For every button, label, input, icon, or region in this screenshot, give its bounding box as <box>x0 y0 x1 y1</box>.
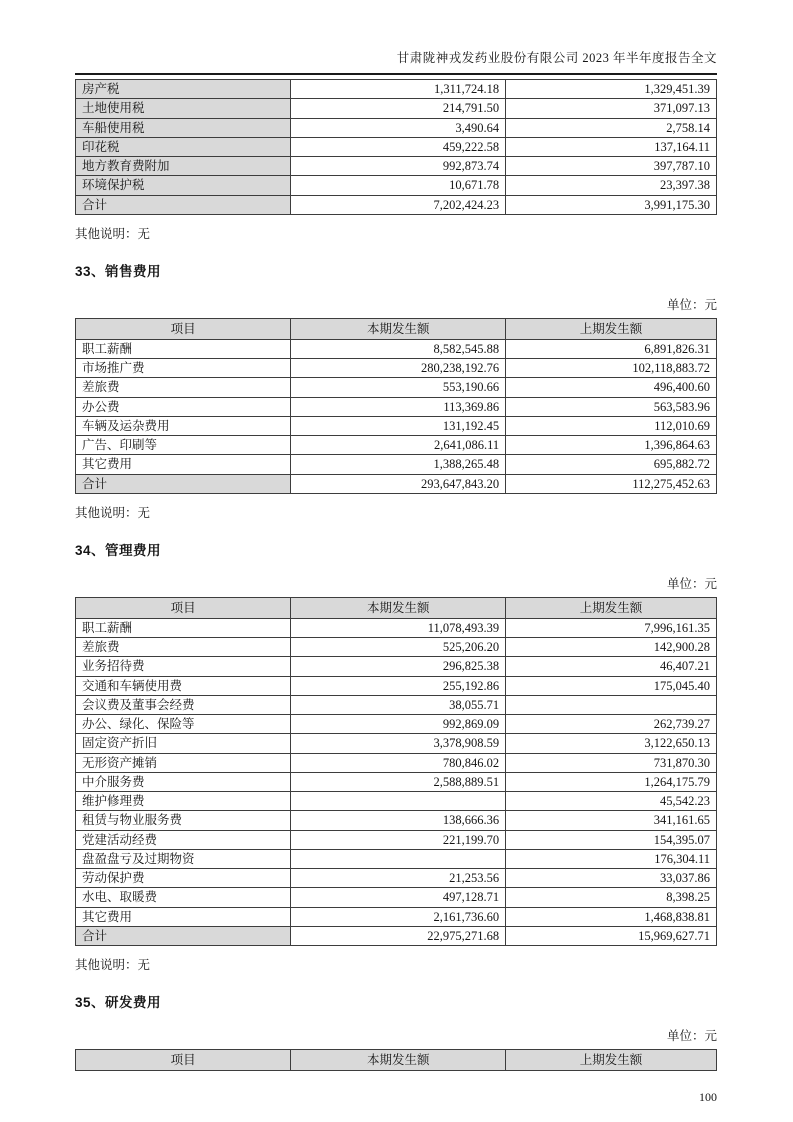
table-row <box>76 772 717 791</box>
prior-amount-cell: 154,395.07 <box>506 830 717 849</box>
table-row <box>76 734 717 753</box>
current-amount-cell: 21,253.56 <box>291 869 506 888</box>
prior-amount-cell: 341,161.65 <box>506 811 717 830</box>
other-note: 其他说明：无 <box>75 958 151 972</box>
taxes-table-body <box>76 80 717 215</box>
row-label-cell: 固定资产折旧 <box>76 734 291 753</box>
prior-amount-cell: 46,407.21 <box>506 657 717 676</box>
current-amount-cell: 992,869.09 <box>291 715 506 734</box>
section-heading-selling-expenses: 33、销售费用 <box>75 263 162 279</box>
prior-amount-cell: 1,264,175.79 <box>506 772 717 791</box>
row-label-cell: 市场推广费 <box>76 359 291 378</box>
table-row <box>76 455 717 474</box>
table-header-row <box>76 1050 717 1071</box>
current-amount-cell: 553,190.66 <box>291 378 506 397</box>
table-header-row <box>76 597 717 618</box>
table-row <box>76 695 717 714</box>
row-label-cell: 印花税 <box>76 137 291 156</box>
row-label-cell: 党建活动经费 <box>76 830 291 849</box>
table-row <box>76 888 717 907</box>
row-label-cell: 合计 <box>76 195 291 214</box>
column-header-prior: 上期发生额 <box>506 597 717 618</box>
row-label-cell: 维护修理费 <box>76 792 291 811</box>
table-row <box>76 792 717 811</box>
section-heading-admin-expenses: 34、管理费用 <box>75 542 162 558</box>
prior-amount-cell: 8,398.25 <box>506 888 717 907</box>
row-label-cell: 合计 <box>76 474 291 493</box>
table-row <box>76 137 717 156</box>
current-amount-cell: 221,199.70 <box>291 830 506 849</box>
table-row <box>76 118 717 137</box>
current-amount-cell: 2,588,889.51 <box>291 772 506 791</box>
column-header-current: 本期发生额 <box>291 1050 506 1071</box>
unit-label: 单位：元 <box>666 576 717 591</box>
prior-amount-cell: 371,097.13 <box>506 99 717 118</box>
row-label-cell: 车船使用税 <box>76 118 291 137</box>
current-amount-cell: 10,671.78 <box>291 176 506 195</box>
table-row <box>76 715 717 734</box>
row-label-cell: 合计 <box>76 926 291 945</box>
table-row <box>76 378 717 397</box>
current-amount-cell: 293,647,843.20 <box>291 474 506 493</box>
row-label-cell: 无形资产摊销 <box>76 753 291 772</box>
row-label-cell: 差旅费 <box>76 638 291 657</box>
table-row <box>76 869 717 888</box>
current-amount-cell: 497,128.71 <box>291 888 506 907</box>
admin-expenses-table <box>75 597 717 946</box>
row-label-cell: 业务招待费 <box>76 657 291 676</box>
current-amount-cell: 3,378,908.59 <box>291 734 506 753</box>
prior-amount-cell: 137,164.11 <box>506 137 717 156</box>
table-row <box>76 811 717 830</box>
prior-amount-cell: 731,870.30 <box>506 753 717 772</box>
prior-amount-cell: 563,583.96 <box>506 397 717 416</box>
prior-amount-cell: 142,900.28 <box>506 638 717 657</box>
table-total-row <box>76 474 717 493</box>
prior-amount-cell: 1,329,451.39 <box>506 80 717 99</box>
current-amount-cell: 214,791.50 <box>291 99 506 118</box>
column-header-item: 项目 <box>76 1050 291 1071</box>
table-row <box>76 907 717 926</box>
row-label-cell: 其它费用 <box>76 907 291 926</box>
row-label-cell: 盘盈盘亏及过期物资 <box>76 849 291 868</box>
column-header-current: 本期发生额 <box>291 597 506 618</box>
prior-amount-cell: 695,882.72 <box>506 455 717 474</box>
row-label-cell: 劳动保护费 <box>76 869 291 888</box>
row-label-cell: 交通和车辆使用费 <box>76 676 291 695</box>
table-row <box>76 657 717 676</box>
table-row <box>76 80 717 99</box>
row-label-cell: 职工薪酬 <box>76 339 291 358</box>
row-label-cell: 职工薪酬 <box>76 618 291 637</box>
column-header-prior: 上期发生额 <box>506 1050 717 1071</box>
prior-amount-cell: 1,396,864.63 <box>506 436 717 455</box>
other-note: 其他说明：无 <box>75 505 151 520</box>
table-total-row <box>76 926 717 945</box>
document-header-title: 甘肃陇神戎发药业股份有限公司 2023 年半年度报告全文 <box>75 50 717 75</box>
prior-amount-cell: 1,468,838.81 <box>506 907 717 926</box>
rd-expenses-table <box>75 1049 717 1071</box>
selling-expenses-table <box>75 318 717 494</box>
column-header-item: 项目 <box>76 597 291 618</box>
row-label-cell: 租赁与物业服务费 <box>76 811 291 830</box>
selling-expenses-table-body <box>76 339 717 493</box>
admin-expenses-table-body <box>76 618 717 945</box>
prior-amount-cell: 23,397.38 <box>506 176 717 195</box>
table-header-row <box>76 318 717 339</box>
table-row <box>76 676 717 695</box>
table-row <box>76 397 717 416</box>
table-row <box>76 339 717 358</box>
row-label-cell: 土地使用税 <box>76 99 291 118</box>
table-row <box>76 359 717 378</box>
row-label-cell: 车辆及运杂费用 <box>76 416 291 435</box>
prior-amount-cell: 496,400.60 <box>506 378 717 397</box>
current-amount-cell: 1,311,724.18 <box>291 80 506 99</box>
current-amount-cell: 7,202,424.23 <box>291 195 506 214</box>
row-label-cell: 差旅费 <box>76 378 291 397</box>
row-label-cell: 环境保护税 <box>76 176 291 195</box>
section-heading-rd-expenses: 35、研发费用 <box>75 995 162 1010</box>
current-amount-cell: 11,078,493.39 <box>291 618 506 637</box>
prior-amount-cell: 102,118,883.72 <box>506 359 717 378</box>
row-label-cell: 会议费及董事会经费 <box>76 695 291 714</box>
row-label-cell: 水电、取暖费 <box>76 888 291 907</box>
row-label-cell: 其它费用 <box>76 455 291 474</box>
prior-amount-cell: 112,275,452.63 <box>506 474 717 493</box>
current-amount-cell <box>291 849 506 868</box>
prior-amount-cell: 176,304.11 <box>506 849 717 868</box>
row-label-cell: 中介服务费 <box>76 772 291 791</box>
current-amount-cell: 255,192.86 <box>291 676 506 695</box>
prior-amount-cell: 45,542.23 <box>506 792 717 811</box>
current-amount-cell: 131,192.45 <box>291 416 506 435</box>
table-row <box>76 157 717 176</box>
table-row <box>76 638 717 657</box>
table-row <box>76 753 717 772</box>
prior-amount-cell <box>506 695 717 714</box>
current-amount-cell: 296,825.38 <box>291 657 506 676</box>
table-total-row <box>76 195 717 214</box>
current-amount-cell: 459,222.58 <box>291 137 506 156</box>
prior-amount-cell: 2,758.14 <box>506 118 717 137</box>
current-amount-cell: 38,055.71 <box>291 695 506 714</box>
column-header-item: 项目 <box>76 318 291 339</box>
row-label-cell: 广告、印刷等 <box>76 436 291 455</box>
current-amount-cell: 525,206.20 <box>291 638 506 657</box>
table-row <box>76 176 717 195</box>
current-amount-cell: 992,873.74 <box>291 157 506 176</box>
table-row <box>76 416 717 435</box>
table-row <box>76 830 717 849</box>
current-amount-cell: 1,388,265.48 <box>291 455 506 474</box>
page-number: 100 <box>699 1090 717 1104</box>
current-amount-cell: 2,161,736.60 <box>291 907 506 926</box>
row-label-cell: 地方教育费附加 <box>76 157 291 176</box>
prior-amount-cell: 175,045.40 <box>506 676 717 695</box>
current-amount-cell: 138,666.36 <box>291 811 506 830</box>
current-amount-cell: 3,490.64 <box>291 118 506 137</box>
current-amount-cell <box>291 792 506 811</box>
column-header-prior: 上期发生额 <box>506 318 717 339</box>
current-amount-cell: 22,975,271.68 <box>291 926 506 945</box>
prior-amount-cell: 6,891,826.31 <box>506 339 717 358</box>
other-note: 其他说明：无 <box>75 226 151 241</box>
table-row <box>76 99 717 118</box>
current-amount-cell: 2,641,086.11 <box>291 436 506 455</box>
table-row <box>76 849 717 868</box>
prior-amount-cell: 3,991,175.30 <box>506 195 717 214</box>
row-label-cell: 房产税 <box>76 80 291 99</box>
unit-label: 单位：元 <box>666 297 717 312</box>
column-header-current: 本期发生额 <box>291 318 506 339</box>
prior-amount-cell: 397,787.10 <box>506 157 717 176</box>
prior-amount-cell: 262,739.27 <box>506 715 717 734</box>
prior-amount-cell: 7,996,161.35 <box>506 618 717 637</box>
prior-amount-cell: 33,037.86 <box>506 869 717 888</box>
unit-label: 单位：元 <box>666 1029 717 1043</box>
prior-amount-cell: 15,969,627.71 <box>506 926 717 945</box>
current-amount-cell: 113,369.86 <box>291 397 506 416</box>
current-amount-cell: 780,846.02 <box>291 753 506 772</box>
row-label-cell: 办公费 <box>76 397 291 416</box>
prior-amount-cell: 3,122,650.13 <box>506 734 717 753</box>
taxes-table-continued <box>75 79 717 215</box>
current-amount-cell: 280,238,192.76 <box>291 359 506 378</box>
table-row <box>76 436 717 455</box>
table-row <box>76 618 717 637</box>
row-label-cell: 办公、绿化、保险等 <box>76 715 291 734</box>
current-amount-cell: 8,582,545.88 <box>291 339 506 358</box>
prior-amount-cell: 112,010.69 <box>506 416 717 435</box>
